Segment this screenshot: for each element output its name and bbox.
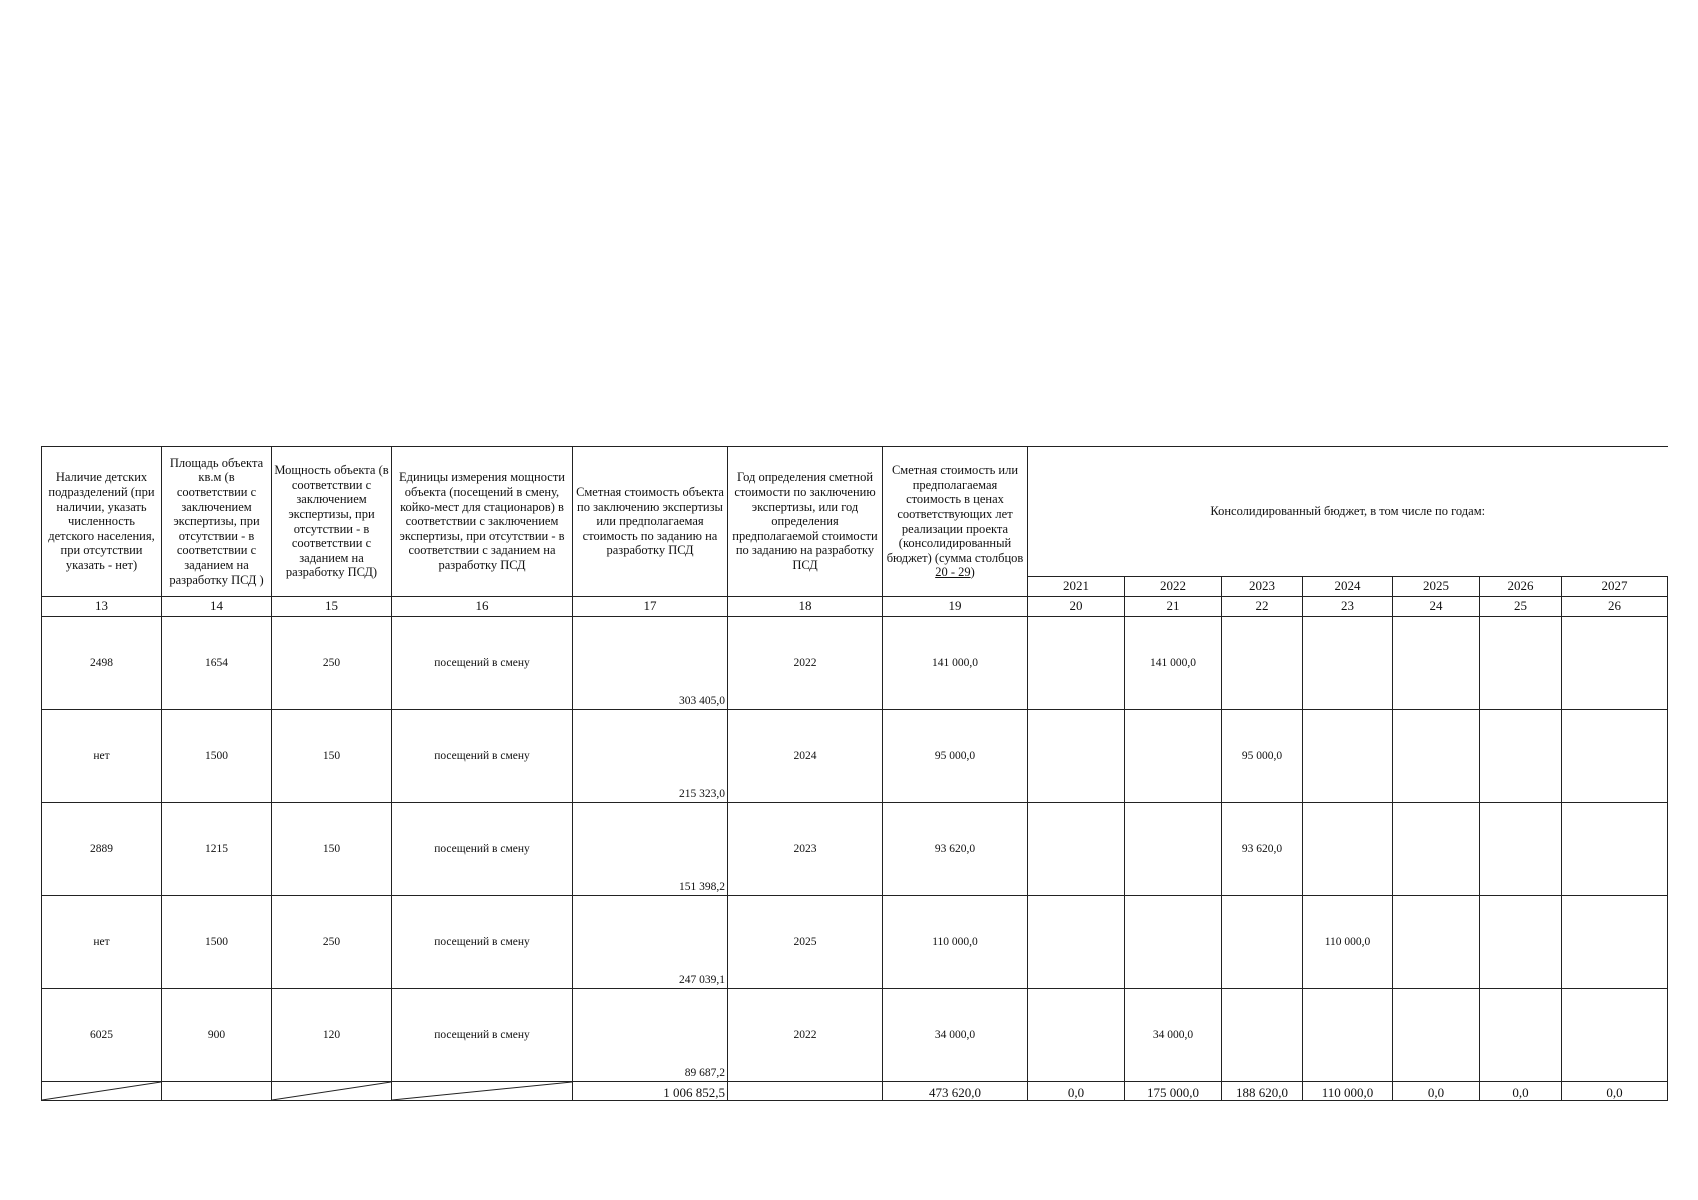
cell-children: 6025: [42, 989, 162, 1082]
total-estimated-cost: 1 006 852,5: [573, 1082, 728, 1101]
cell-year-2025: [1393, 989, 1480, 1082]
total-year-2021: 0,0: [1028, 1082, 1125, 1101]
column-number: 26: [1562, 597, 1668, 617]
cell-year-2023: [1222, 896, 1303, 989]
cell-year-2027: [1562, 803, 1668, 896]
cell-year-2023: 93 620,0: [1222, 803, 1303, 896]
cell-year-2022: [1125, 710, 1222, 803]
total-year-2023: 188 620,0: [1222, 1082, 1303, 1101]
table-row: [42, 989, 1668, 1082]
cell-year-2021: [1028, 617, 1125, 710]
header-row: [42, 447, 1668, 577]
table-row: [42, 710, 1668, 803]
column-number: 17: [573, 597, 728, 617]
total-year-2024: 110 000,0: [1303, 1082, 1393, 1101]
cell-year-2022: [1125, 896, 1222, 989]
year-2021: 2021: [1028, 577, 1125, 597]
cell-year-2026: [1480, 989, 1562, 1082]
cell-year-2021: [1028, 896, 1125, 989]
cell-year-2027: [1562, 617, 1668, 710]
cell-consolidated-cost: 93 620,0: [883, 803, 1028, 896]
cell-cost-year: 2022: [728, 989, 883, 1082]
year-2027: 2027: [1562, 577, 1668, 597]
total-year-2025: 0,0: [1393, 1082, 1480, 1101]
cell-year-2024: 110 000,0: [1303, 896, 1393, 989]
cell-estimated-cost: 151 398,2: [573, 803, 728, 896]
cell-year-2026: [1480, 710, 1562, 803]
header-capacity-unit: Единицы измерения мощности объекта (посещений в смену, койко-мест для стационаров) в соответствии с заключением экспертизы, при отсутствии - в соответствии с заданием на разработку ПСД: [392, 447, 573, 597]
cell-area: 1215: [162, 803, 272, 896]
year-2024: 2024: [1303, 577, 1393, 597]
cell-unit: посещений в смену: [392, 617, 573, 710]
column-number: 15: [272, 597, 392, 617]
total-year-2027: 0,0: [1562, 1082, 1668, 1101]
cell-year-2021: [1028, 989, 1125, 1082]
cell-estimated-cost: 303 405,0: [573, 617, 728, 710]
total-year-2022: 175 000,0: [1125, 1082, 1222, 1101]
header-object-capacity: Мощность объекта (в соответствии с заключением экспертизы, при отсутствии - в соответствии с заданием на разработку ПСД): [272, 447, 392, 597]
column-number: 20: [1028, 597, 1125, 617]
cell-estimated-cost: 215 323,0: [573, 710, 728, 803]
header-estimated-cost: Сметная стоимость объекта по заключению экспертизы или предполагаемая стоимость по заданию на разработку ПСД: [573, 447, 728, 597]
diagonal-slash: [272, 1082, 391, 1100]
cell-year-2024: [1303, 803, 1393, 896]
cell-cost-year: 2024: [728, 710, 883, 803]
cell-year-2023: 95 000,0: [1222, 710, 1303, 803]
cell-year-2022: 34 000,0: [1125, 989, 1222, 1082]
cell-year-2027: [1562, 710, 1668, 803]
empty-slashed-cell: [392, 1082, 573, 1101]
cell-unit: посещений в смену: [392, 803, 573, 896]
cell-unit: посещений в смену: [392, 989, 573, 1082]
column-number: 14: [162, 597, 272, 617]
cell-children: нет: [42, 710, 162, 803]
column-number: 24: [1393, 597, 1480, 617]
cell-year-2022: 141 000,0: [1125, 617, 1222, 710]
total-consolidated-cost: 473 620,0: [883, 1082, 1028, 1101]
cell-area: 1654: [162, 617, 272, 710]
column-number: 16: [392, 597, 573, 617]
cell-year-2024: [1303, 617, 1393, 710]
cell-cost-year: 2023: [728, 803, 883, 896]
cell-year-2025: [1393, 710, 1480, 803]
cell-year-2027: [1562, 989, 1668, 1082]
cell-capacity: 150: [272, 710, 392, 803]
cell-children: нет: [42, 896, 162, 989]
cell-cost-year: 2025: [728, 896, 883, 989]
year-2026: 2026: [1480, 577, 1562, 597]
table-row: [42, 803, 1668, 896]
cell-year-2026: [1480, 617, 1562, 710]
cell-consolidated-cost: 34 000,0: [883, 989, 1028, 1082]
cell-year-2025: [1393, 617, 1480, 710]
empty-slashed-cell: [272, 1082, 392, 1101]
header-consolidated-cost: [883, 447, 1028, 597]
year-2022: 2022: [1125, 577, 1222, 597]
table-row: [42, 617, 1668, 710]
budget-table-sheet: [41, 446, 1668, 1101]
cell-unit: посещений в смену: [392, 710, 573, 803]
cell-children: 2498: [42, 617, 162, 710]
cell-year-2021: [1028, 710, 1125, 803]
cell-year-2027: [1562, 896, 1668, 989]
cell-consolidated-cost: 141 000,0: [883, 617, 1028, 710]
header-columns-ref: 20 - 29: [935, 565, 971, 580]
header-cost-year: Год определения сметной стоимости по заключению экспертизы, или год определения предполагаемой стоимости по заданию на разработку ПСД: [728, 447, 883, 597]
cell-year-2025: [1393, 803, 1480, 896]
empty-cell: [728, 1082, 883, 1101]
cell-year-2023: [1222, 989, 1303, 1082]
cell-capacity: 120: [272, 989, 392, 1082]
column-number: 21: [1125, 597, 1222, 617]
column-number: 23: [1303, 597, 1393, 617]
empty-cell: [162, 1082, 272, 1101]
cell-year-2023: [1222, 617, 1303, 710]
cell-area: 1500: [162, 710, 272, 803]
cell-capacity: 150: [272, 803, 392, 896]
cell-year-2026: [1480, 896, 1562, 989]
total-year-2026: 0,0: [1480, 1082, 1562, 1101]
empty-slashed-cell: [42, 1082, 162, 1101]
cell-estimated-cost: 89 687,2: [573, 989, 728, 1082]
year-2023: 2023: [1222, 577, 1303, 597]
column-number: 13: [42, 597, 162, 617]
cell-year-2024: [1303, 989, 1393, 1082]
column-number: 19: [883, 597, 1028, 617]
cell-capacity: 250: [272, 617, 392, 710]
cell-year-2024: [1303, 710, 1393, 803]
cell-area: 900: [162, 989, 272, 1082]
cell-year-2026: [1480, 803, 1562, 896]
table-row: [42, 896, 1668, 989]
header-consolidated-cost-text: Сметная стоимость или предполагаемая стоимость в ценах соответствующих лет реализации проекта (консолидированный бюджет) (сумма столбцов: [886, 463, 1024, 565]
cell-consolidated-cost: 110 000,0: [883, 896, 1028, 989]
cell-area: 1500: [162, 896, 272, 989]
totals-row: [42, 1082, 1668, 1101]
cell-year-2022: [1125, 803, 1222, 896]
column-number: 25: [1480, 597, 1562, 617]
cell-cost-year: 2022: [728, 617, 883, 710]
cell-year-2021: [1028, 803, 1125, 896]
column-number: 22: [1222, 597, 1303, 617]
diagonal-slash: [392, 1082, 572, 1100]
cell-capacity: 250: [272, 896, 392, 989]
header-object-area: Площадь объекта кв.м (в соответствии с заключением экспертизы, при отсутствии - в соответствии с заданием на разработку ПСД ): [162, 447, 272, 597]
budget-table: [41, 446, 1668, 1101]
header-budget-by-years: Консолидированный бюджет, в том числе по годам:: [1028, 447, 1668, 577]
cell-consolidated-cost: 95 000,0: [883, 710, 1028, 803]
header-children-units: Наличие детских подразделений (при наличии, указать численность детского населения, при отсутствии указать - нет): [42, 447, 162, 597]
header-consolidated-cost-close: ): [970, 565, 975, 580]
column-numbers-row: [42, 597, 1668, 617]
year-2025: 2025: [1393, 577, 1480, 597]
diagonal-slash: [42, 1082, 161, 1100]
cell-children: 2889: [42, 803, 162, 896]
cell-estimated-cost: 247 039,1: [573, 896, 728, 989]
cell-unit: посещений в смену: [392, 896, 573, 989]
column-number: 18: [728, 597, 883, 617]
cell-year-2025: [1393, 896, 1480, 989]
